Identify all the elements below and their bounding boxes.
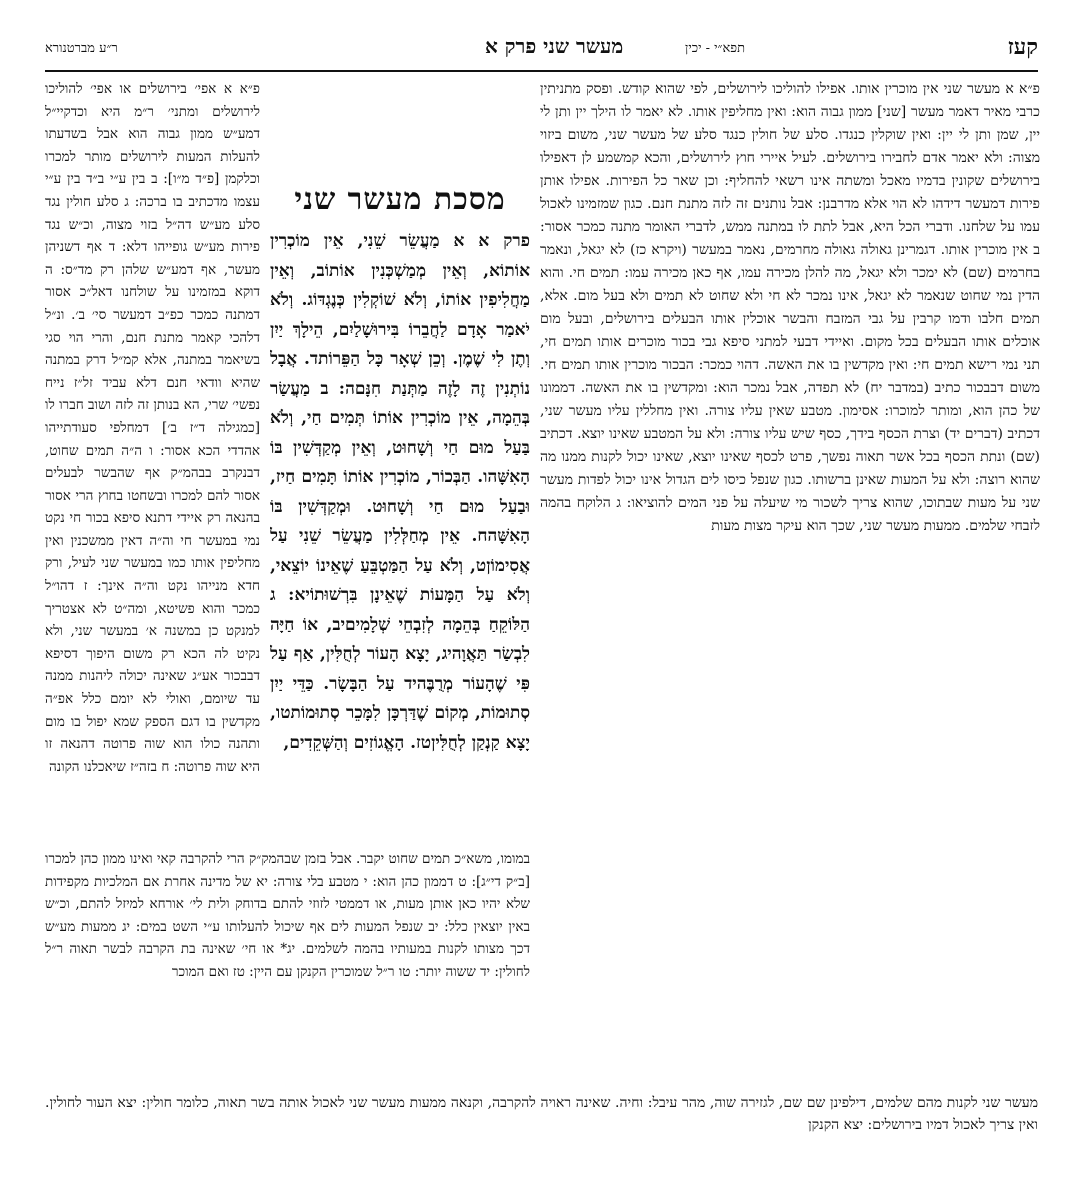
- running-title: מעשר שני פרק א: [485, 34, 624, 58]
- tractate-title: מסכת מעשר שני: [294, 182, 506, 217]
- bartenura-text: פ״א א מעשר שני אין מוכרין אותו. אפילו להוליכו לירושלים, לפי שהוא קודש. ופסק מתניתין כרבי מאיר דאמר מעשר [שני] ממון גבוה הוא: ואין מחליפין אותו. לא יאמר לו הילך יין ותן לי יין, שמן ותן לי יין: ואין שוקלין כנגדו. סלע של חולין כנגד סלע של מעשר שני, משום ביזוי מצוה: ולא יאמר אדם לחבירו בירושלים. לעיל איירי חוץ לירושלים, והכא קמשמע לן דאפילו בירושלים שקונין בדמיו מאכל ומשתה אינו רשאי להחליף: וכן שאר כל הפירות. אפילו אותן פירות דמעשר דידהו לא הוי אלא מדרבנן: אבל נותנים זה לזה מתנת חנם. כגון שמזמינו לאכול עמו על שלחנו. ודברי הכל היא, אבל לתת לו במתנה ממש, לדברי האומר מתנה כמכר אסור: ב אין מוכרין אותו. דגמרינן גאולה גאולה מחרמים, נאמר במעשר (ויקרא כז) לא יגאל, ונאמר בחרמים (שם) לא ימכר ולא יגאל, מה להלן מכירה עמו, אף כאן מכירה עמו: תמים חי. והוא הדין נמי שחוט שנאמר לא יגאל, אינו נמכר לא חי ולא שחוט לא תמים ולא בעל מום. אלא, תמים חלבו ודמו קרבין על גבי המזבח והבשר אוכלין אותו הבעלים בירושלים, ובעל מום אוכלים אותו הבעלים בכל מקום. ואיידי דבעי למתני סיפא גבי בכור מוכרים אותו תמים חי, תני נמי רישא תמים חי: ואין מקדשין בו את האשה. דהוי כמכר: הבכור מוכרין אותו תמים חי. משום דבבכור כתיב (במדבר יח) לא תפדה, אבל נמכר הוא: ומקדשין בו את האשה. דממונו של כהן הוא, ומותר למוכרו: אסימון. מטבע שאין עליו צורה. ואין מחללין עליו מעשר שני, דכתיב (דברים יד) וצרת הכסף בידך, כסף שיש עליו צורה: ולא על המטבע שאינו יוצא. דכתיב (שם) ונתת הכסף בכל אשר תאוה נפשך, פרט לכסף שאינו יוצא, שאינו יכול לקנות ממנו מה שהוא רוצה: ולא על המעות שאינן ברשותו. כגון שנפל כיסו לים הגדול אינו יכול לפדות מעשר שני על מעות שבתוכו, שהוא צריך לשכור מי שיעלה על פני המים להוציאו: ג הלוקח בהמה לזבחי שלמים. ממעות מעשר שני, שכך הוא עיקר מצות מעות: [540, 81, 1040, 534]
- footer-text: מעשר שני לקנות מהם שלמים, דילפינן שם שם, לגזירה שוה, מהר עיבל: וחיה. שאינה ראויה להקרבה, וקנאה ממעות מעשר שני לאכול אותה בשר תאוה, כלומר חולין: יצא העור לחולין. ואין צריך לאכול דמיו בירושלים: יצא הקנקן: [45, 1095, 1038, 1133]
- commentary-right-text: פ״א א אפי׳ בירושלים או אפי׳ להוליכו לירושלים ומתני׳ ר״מ היא וכדקיי״ל דמע״ש ממון גבוה הוא אבל בשדעתו להעלות המעות לירושלים מותר למכרו וכלקמן [פ״ד מ״ו]: ב בין ע״י ב״ד בין ע״י עצמו מדכתיב בו ברכה: ג סלע חולין נגד סלע מע״ש דה״ל בזוי מצוה, וכ״ש נגד פירות מע״ש גופייהו דלא: ד אף דשניהן מעשר, אף דמע״ש שלהן רק מד״ס: ה דוקא במזמינו על שולחנו דאל״כ אסור דמתנה כמכר כפ״ב דמעשר סי׳ ב׳. ונ״ל דלהכי קאמר מתנת חנם, והרי הוי סגי בשיאמר במתנה, אלא קמ״ל דרק במתנה שהיא וודאי חנם דלא עביד זל״ז נייח נפשי׳ שרי, הא בנותן זה לזה ושוב חברו לו [כמגילה ד״ז ב׳] דמחלפי סעודתייהו אהדדי הכא אסור: ו ה״ה תמים שחוט, דבנקרב בבהמ״ק אף שהבשר לבעלים אסור להם למכרו ובשחטו בחוץ הרי אסור בהנאה רק איידי דתנא סיפא בכור חי נקט נמי במעשר חי וה״ה דאין ממשכנין ואין מחליפין אותו כמו במעשר שני לעיל, ורק חדא מנייהו נקט וה״ה אינך: ז דהו״ל כמכר והוא פשיטא, ומה״ט לא אצטריך למנקט כן במשנה א׳ במעשר שני, ולא נקיט לה הכא רק משום היפוך דסיפא דבבכור אע״ג שאינה יכולה ליהנות ממנה עד שיומם, ואולי לא יומם כלל אפ״ה מקדשין בו דגם הספק שמא יפול בו מום ותהנה כולו הוא שוה פרוטה דהנאה זו היא שוה פרוטה: ח בזה״ז שיאכלנו הקונה: [45, 81, 260, 775]
- mishna-column: [270, 182, 530, 842]
- page-header: [45, 30, 1038, 72]
- bartenura-commentary: [540, 78, 1040, 1085]
- commentary-bottom-text: במומו, משא״כ תמים שחוט יקבר. אבל בזמן שבהמק״ק הרי להקרבה קאי ואינו ממון כהן למכרו [ב״ק די״ג]: ט דממון כהן הוא: י מטבע בלי צורה: יא של מדינה אחרת אם המלכיות מקפידות שלא יהיו כאן אותן מעות, או דממטי לזוזי להתם בדוחק ולית לי׳ אורחא למיזל להתם, וכ״ש באין יוצאין כלל: יב שנפל המעות לים אף שיכול להעלותו ע״י השט במים: יג ממעות מע״ש דכך מצותו לקנות במעותיו בהמה לשלמים. יג* או חי׳ שאינה בת הקרבה לבשר תאוה ר״ל לחולין: יד ששוה יותר: טו ר״ל שמוכרין הקנקן עם היין: טז ואם המוכר: [45, 851, 530, 980]
- commentary-label: ר״ע מברטנורא: [45, 41, 118, 56]
- bartenura-footer: [45, 1092, 1038, 1152]
- chapter-range: תפא״י - יכין: [685, 41, 746, 56]
- page-number: קעז: [1007, 34, 1038, 60]
- mishna-text: פרק א א מַעֲשֵׂר שֵׁנִי, אֵין מוֹכְרִין אוֹתוֹא, וְאֵין מְמַשְׁכְּנִין אוֹתוֹב, וְאֵין מַחֲלִיפִין אוֹתוֹ, וְלֹא שׁוֹקְלִין כְּנֶגְדּוֹג. וְלֹא יֹאמַר אָדָם לַחֲבֵרוֹ בִּירוּשָׁלַיִם, הֵילָךְ יַיִן וְתֶן לִי שֶׁמֶן. וְכֵן שְׁאָר כָּל הַפֵּרוֹתד. אֲבָל נוֹתְנִין זֶה לָזֶה מַתְּנַת חִנָּםה: ב מַעֲשַׂר בְּהֵמָה, אֵין מוֹכְרִין אוֹתוֹ תְּמִים חַי, וְלֹא בַּעַל מוּם חַי וְשָׁחוּט, וְאֵין מְקַדְּשִׁין בּוֹ הָאִשָּׁהו. הַבְּכוֹר, מוֹכְרִין אוֹתוֹ תָּמִים חַיז, וּבַעַל מוּם חַי וְשָׁחוּט. וּמְקַדְּשִׁין בּוֹ הָאִשָּׁהח. אֵין מְחַלְּלִין מַעֲשֵׂר שֵׁנִי עַל אֲסִימוֹןט, וְלֹא עַל הַמַּטְבֵּעַ שֶׁאֵינוֹ יוֹצֵאי, וְלֹא עַל הַמָּעוֹת שֶׁאֵינָן בִּרְשׁוּתוֹיא: ג הַלּוֹקֵחַ בְּהֵמָה לְזִבְחֵי שְׁלָמִיםיב, אוֹ חַיָּה לִבְשַׂר תַּאֲוָהיג, יָצָא הָעוֹר לְחֻלִּין, אַף עַל פִּי שֶׁהָעוֹר מְרֻבֶּהיד עַל הַבָּשָׂר. כַּדֵּי יַיִן סְתוּמוֹת, מְקוֹם שֶׁדַּרְכָּן לִמָּכֵר סְתוּמוֹתטו, יָצָא קַנְקַן לְחֻלִּיןטז. הָאֱגוֹזִים וְהַשְּׁקֵדִים,: [270, 231, 530, 753]
- tiferet-yisrael-commentary: [45, 78, 260, 846]
